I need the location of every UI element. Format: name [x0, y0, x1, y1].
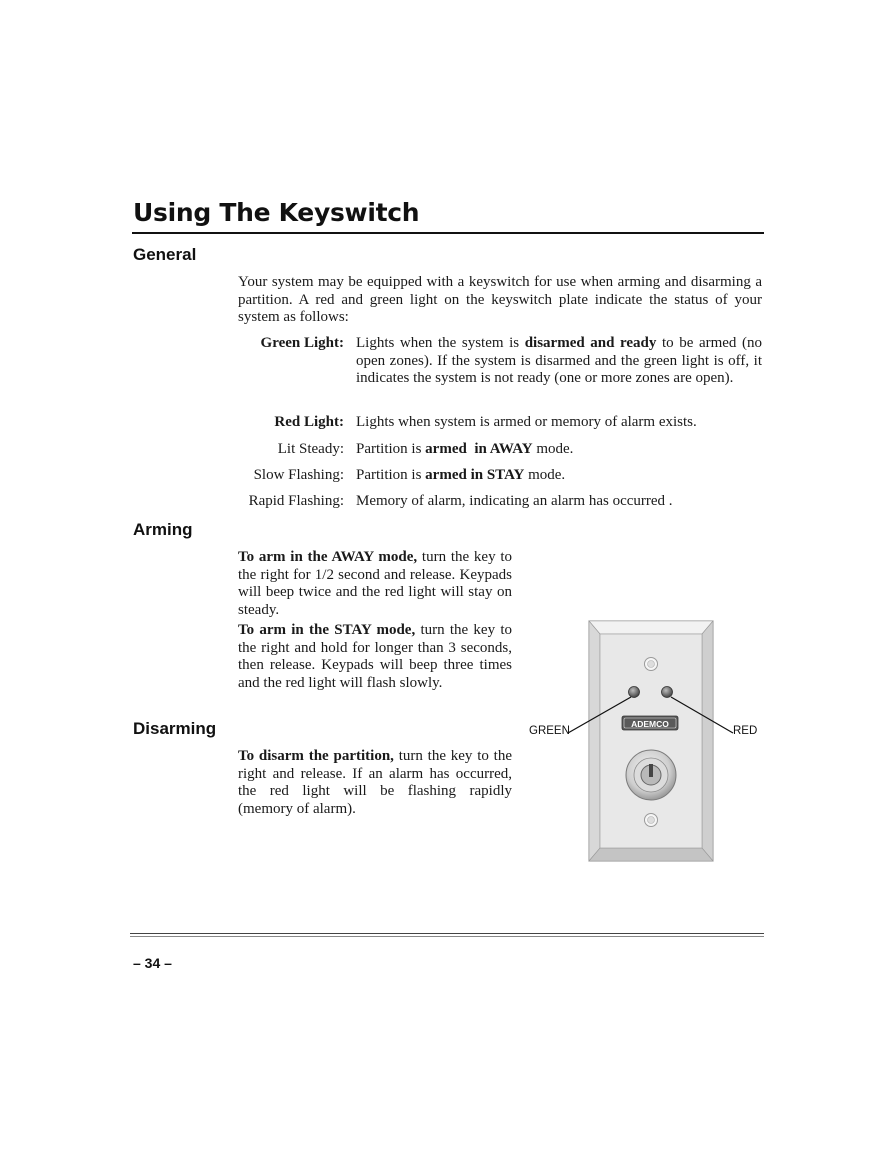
title-divider: [132, 232, 764, 234]
red-light-row: [220, 414, 765, 432]
arm-away-paragraph: [238, 549, 512, 619]
red-light-desc: Lights when system is armed or memory of alarm exists.: [356, 414, 697, 430]
red-led-icon: [662, 687, 673, 698]
arming-heading: Arming: [133, 520, 193, 539]
lit-steady-bold: armed in AWAY: [425, 441, 533, 457]
red-label: RED: [733, 725, 758, 737]
red-light-term: Red Light:: [274, 414, 344, 430]
key-cylinder-icon: [626, 750, 676, 800]
footer-divider: [130, 933, 764, 934]
lit-steady-desc: [356, 441, 762, 459]
page-number: – 34 –: [133, 955, 172, 971]
slow-flashing-pre: Partition is: [356, 467, 426, 483]
slow-flashing-term: Slow Flashing:: [253, 467, 344, 483]
disarm-text: turn the key to the right and release. If an alarm has occurred, the red light will be flashing rapidly (memory of alarm).: [238, 748, 513, 817]
general-heading: General: [133, 245, 197, 264]
green-light-term: Green Light:: [260, 335, 344, 351]
slow-flashing-desc: [356, 467, 762, 485]
rapid-flashing-row: [220, 493, 765, 511]
green-led-icon: [629, 687, 640, 698]
page-title: Using The Keyswitch: [133, 198, 420, 227]
slow-flashing-bold: armed in STAY: [425, 467, 525, 483]
green-light-desc-post: to be armed (no open zones). If the system is disarmed and the green light is off, it indicates the system is not ready (one or more zones are open).: [356, 335, 762, 386]
green-light-desc: [356, 335, 762, 388]
arm-away-bold: To arm in the AWAY mode,: [238, 549, 418, 565]
footer-divider-secondary: [130, 936, 764, 937]
general-intro: Your system may be equipped with a keyswitch for use when arming and disarming a partition. A red and green light on the keyswitch plate indicate the status of your system as follows:: [238, 274, 762, 325]
arm-stay-text: turn the key to the right and hold for longer than 3 seconds, then release. Keypads will beep three times and the red light will flash slowly.: [238, 622, 512, 691]
lit-steady-post: mode.: [532, 441, 574, 457]
arm-stay-paragraph: [238, 622, 512, 692]
slow-flashing-post: mode.: [524, 467, 566, 483]
lit-steady-pre: Partition is: [356, 441, 426, 457]
brand-label: ADEMCO: [631, 719, 669, 729]
keyswitch-illustration: [520, 612, 770, 872]
green-light-desc-pre: Lights when the system is: [356, 335, 525, 351]
disarming-paragraph: [238, 748, 512, 818]
lit-steady-term: Lit Steady:: [277, 441, 344, 457]
disarm-bold: To disarm the partition,: [238, 748, 394, 764]
slow-flashing-row: [220, 467, 765, 485]
keyswitch-figure: [520, 612, 770, 872]
green-light-row: [220, 335, 765, 405]
green-label: GREEN: [529, 725, 570, 737]
rapid-flashing-desc: Memory of alarm, indicating an alarm has occurred .: [356, 493, 673, 509]
arm-away-text: turn the key to the right for 1/2 second and release. Keypads will beep twice and the red light will stay on steady.: [238, 549, 512, 618]
green-light-desc-bold: disarmed and ready: [524, 335, 657, 351]
arm-stay-bold: To arm in the STAY mode,: [238, 622, 416, 638]
arming-text: [238, 549, 512, 695]
disarming-heading: Disarming: [133, 719, 217, 738]
rapid-flashing-term: Rapid Flashing:: [248, 493, 344, 509]
lit-steady-row: [220, 441, 765, 459]
